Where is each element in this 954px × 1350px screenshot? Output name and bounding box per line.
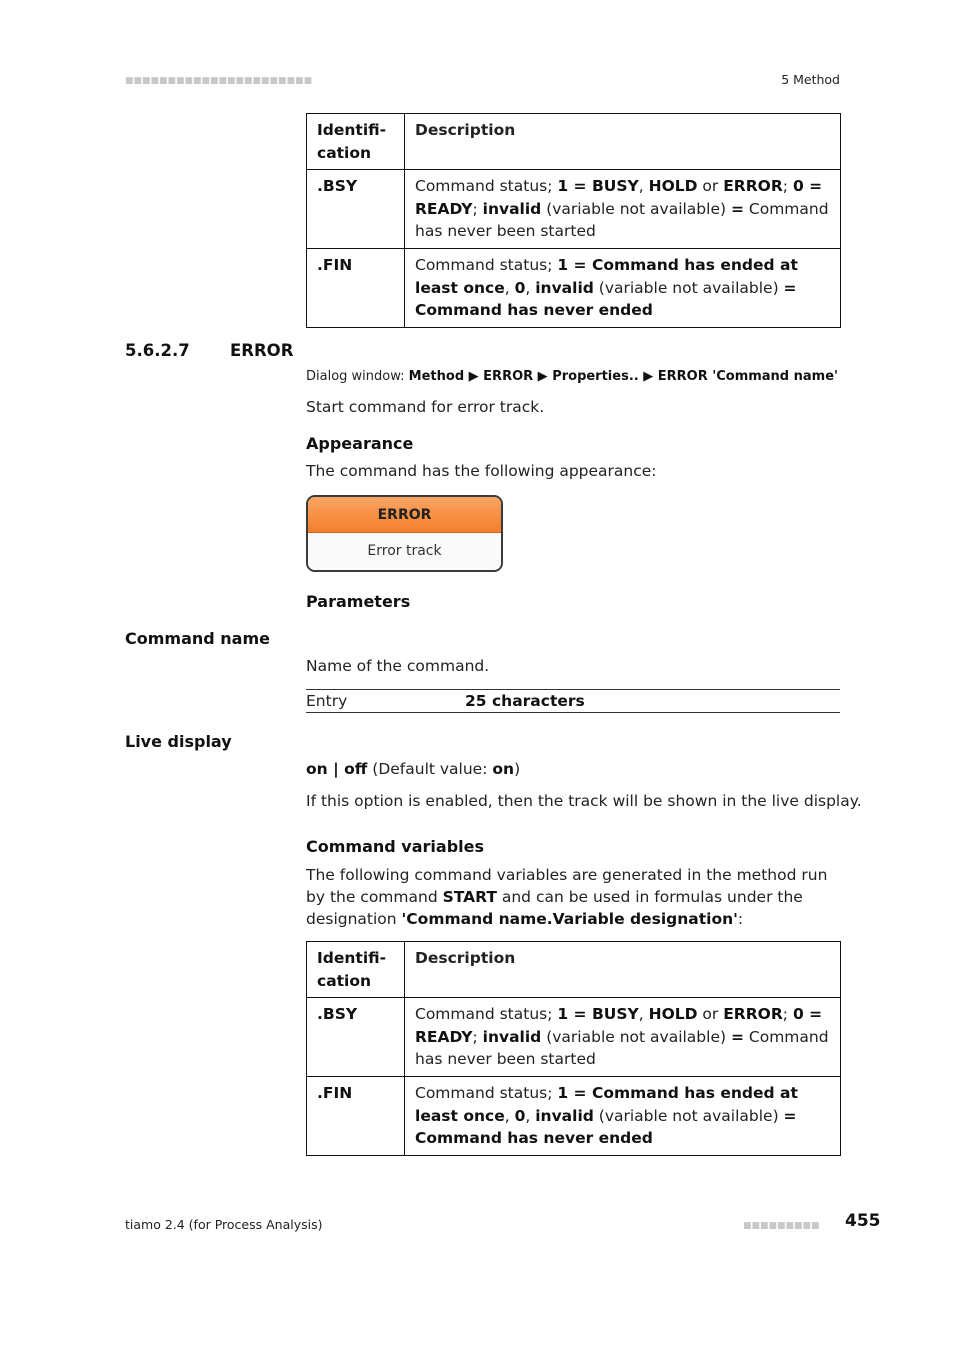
header-decoration: ■■■■■■■■■■■■■■■■■■■■■■ bbox=[125, 76, 313, 86]
table-row bbox=[307, 249, 841, 328]
command-name-text: Name of the command. bbox=[306, 657, 490, 675]
error-command-subtitle: Error track bbox=[308, 533, 501, 570]
entry-value: 25 characters bbox=[465, 692, 585, 710]
command-variables-heading: Command variables bbox=[306, 837, 484, 856]
section-number: 5.6.2.7 bbox=[125, 341, 190, 360]
error-command-title: ERROR bbox=[308, 497, 501, 533]
table-row bbox=[307, 170, 841, 249]
appearance-heading: Appearance bbox=[306, 434, 414, 453]
live-display-label: Live display bbox=[125, 732, 232, 751]
header-description: Description bbox=[405, 114, 841, 170]
row-id: .BSY bbox=[307, 170, 405, 249]
variables-table-top bbox=[306, 113, 841, 328]
variables-table-bottom bbox=[306, 941, 841, 1156]
entry-row bbox=[306, 689, 840, 713]
table-row bbox=[307, 1077, 841, 1156]
intro-text: Start command for error track. bbox=[306, 398, 545, 416]
error-command-box bbox=[306, 495, 503, 572]
table-row bbox=[307, 998, 841, 1077]
row-id: .FIN bbox=[307, 249, 405, 328]
dialog-path: Dialog window: Method ▶ ERROR ▶ Properties.. ▶ ERROR 'Command name' bbox=[306, 369, 839, 384]
header-chapter: 5 Method bbox=[781, 72, 840, 87]
footer-decoration: ■■■■■■■■■ bbox=[743, 1221, 820, 1231]
live-display-text: If this option is enabled, then the track will be shown in the live display. bbox=[306, 792, 862, 810]
header-description: Description bbox=[405, 942, 841, 998]
command-name-label: Command name bbox=[125, 629, 270, 648]
live-display-options: on | off (Default value: on) bbox=[306, 760, 521, 778]
table-header-row bbox=[307, 942, 841, 998]
entry-key: Entry bbox=[306, 692, 348, 710]
section-title: ERROR bbox=[230, 341, 294, 360]
command-variables-text: The following command variables are generated in the method run by the command START and can be used in formulas under the designation 'Command name.Variable designation': bbox=[306, 866, 828, 928]
appearance-text: The command has the following appearance: bbox=[306, 462, 657, 480]
table-header-row bbox=[307, 114, 841, 170]
row-id: .FIN bbox=[307, 1077, 405, 1156]
row-description: Command status; 1 = BUSY, HOLD or ERROR; 0 = READY; invalid (variable not available) = Command has never been started bbox=[405, 998, 841, 1077]
row-id: .BSY bbox=[307, 998, 405, 1077]
footer-product: tiamo 2.4 (for Process Analysis) bbox=[125, 1217, 323, 1232]
row-description: Command status; 1 = Command has ended at least once, 0, invalid (variable not available) = Command has never ended bbox=[405, 249, 841, 328]
row-description: Command status; 1 = Command has ended at least once, 0, invalid (variable not available) = Command has never ended bbox=[405, 1077, 841, 1156]
header-identification: Identifi- cation bbox=[307, 114, 405, 170]
parameters-heading: Parameters bbox=[306, 592, 411, 611]
row-description: Command status; 1 = BUSY, HOLD or ERROR; 0 = READY; invalid (variable not available) = Command has never been started bbox=[405, 170, 841, 249]
page-number: 455 bbox=[845, 1211, 881, 1231]
header-identification: Identifi- cation bbox=[307, 942, 405, 998]
